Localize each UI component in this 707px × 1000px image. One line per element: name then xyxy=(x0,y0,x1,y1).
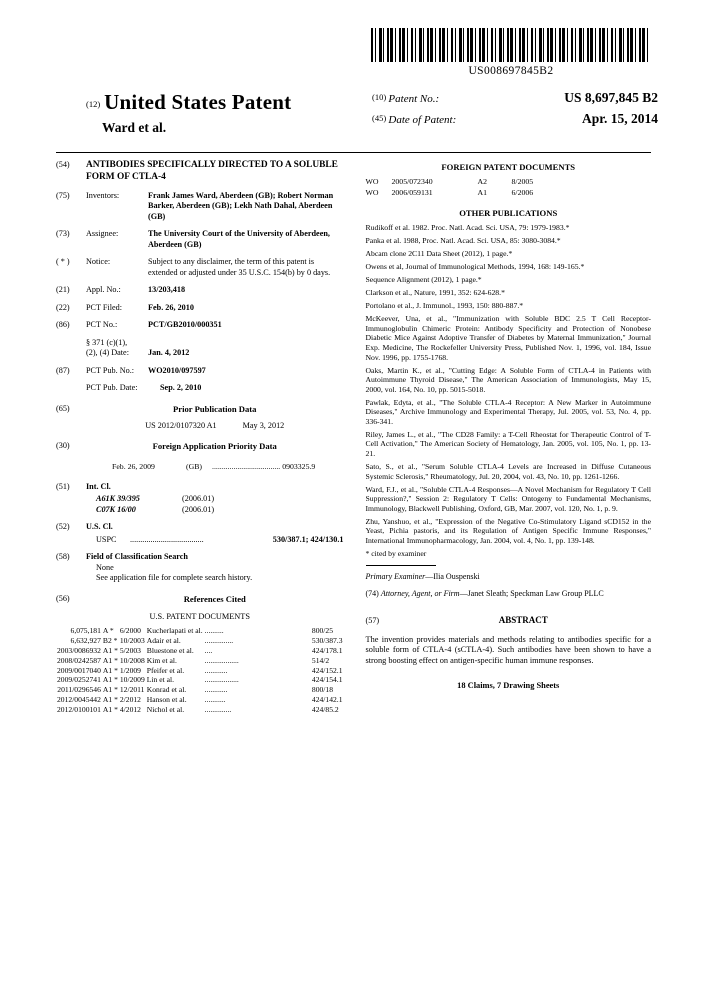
field-references xyxy=(56,594,344,605)
date-label-text: Date of Patent: xyxy=(388,114,457,126)
ref-number: 2009/0017040 xyxy=(57,665,101,675)
uspc-value: 530/387.1; 424/130.1 xyxy=(272,534,344,544)
ref-date: 6/2000 xyxy=(119,626,141,636)
ref-name: Kucherlapati et al. xyxy=(146,626,203,636)
foreign-date: 6/2006 xyxy=(511,187,534,197)
ref-kind: A1 * xyxy=(102,645,118,655)
field-code-22: (22) xyxy=(56,302,70,312)
citation: Zhu, Yanshuo, et al., "Expression of the Negative Co-Stimulatory Ligand sCD152 in the Yeast, Pichia pastoris, and its Regulation of Antigen Specific Immune Responses," International Immunopharmacology, Jan. 2004, vol. 4, No. 1, pp. 139-148. xyxy=(365,516,651,545)
invention-title: ANTIBODIES SPECIFICALLY DIRECTED TO A SOLUBLE FORM OF CTLA-4 xyxy=(86,160,338,182)
pct-pub-label: PCT Pub. No.: xyxy=(86,365,135,375)
ref-dots: .................. xyxy=(204,655,239,665)
fpd-date: Feb. 26, 2009 xyxy=(112,462,155,471)
citation: Clarkson et al., Nature, 1991, 352: 624-628.* xyxy=(365,288,505,298)
int-cl-body xyxy=(86,482,344,516)
primary-examiner xyxy=(366,572,652,582)
code-45: (45) xyxy=(372,113,387,123)
ref-name: Bluestone et al. xyxy=(146,645,194,655)
ref-date: 1/2009 xyxy=(119,665,141,675)
int-cl-code-0: A61K 39/395 xyxy=(96,494,140,504)
table-row xyxy=(56,626,344,636)
ref-class: 514/2 xyxy=(311,655,330,665)
uspc-dots: .................................... xyxy=(130,534,204,544)
prior-pub-body xyxy=(86,404,344,432)
ref-dots: ............... xyxy=(204,635,234,645)
foreign-date: 8/2005 xyxy=(511,177,534,186)
focs-none: None xyxy=(96,562,114,572)
right-column xyxy=(366,160,652,715)
ref-kind: A1 * xyxy=(102,675,118,685)
ref-date: 12/2011 xyxy=(119,685,145,695)
appl-no-label: Appl. No.: xyxy=(86,285,121,294)
attorney-line xyxy=(366,589,652,599)
other-publications-heading: OTHER PUBLICATIONS xyxy=(459,208,558,219)
pct-no-label: PCT No.: xyxy=(86,320,118,329)
pct-filed-label: PCT Filed: xyxy=(86,302,123,312)
focs-note: See application file for complete search history. xyxy=(96,573,253,583)
us-patent-documents-heading: U.S. PATENT DOCUMENTS xyxy=(149,611,250,621)
foreign-doc-row xyxy=(366,177,652,188)
table-row xyxy=(56,666,344,676)
foreign-kind: A1 xyxy=(477,187,488,197)
ref-date: 2/2012 xyxy=(119,695,141,705)
fpd-number xyxy=(212,462,344,473)
abstract-heading: ABSTRACT xyxy=(498,615,548,626)
notice-value: Subject to any disclaimer, the term of this patent is extended or adjusted under 35 U.S.C. 154(b) by 0 days. xyxy=(148,257,331,277)
pct-no-value: PCT/GB2010/000351 xyxy=(148,320,222,329)
barcode-block xyxy=(371,28,651,77)
appl-no-value: 13/203,418 xyxy=(148,285,186,294)
attorney-dash: — xyxy=(459,588,468,598)
ref-name: Lin et al. xyxy=(146,675,174,685)
s371-label: § 371 (c)(1), xyxy=(86,337,128,347)
citation: Abcam clone 2C11 Data Sheet (2012), 1 page.* xyxy=(365,249,513,259)
int-cl-year-0: (2006.01) xyxy=(182,494,215,504)
patent-no-label-text: Patent No.: xyxy=(388,93,440,105)
foreign-priority-row xyxy=(86,462,344,473)
table-row xyxy=(56,636,344,646)
foreign-priority-heading: Foreign Application Priority Data xyxy=(152,441,277,451)
references-heading: References Cited xyxy=(183,593,246,604)
citation: Sato, S., et al., "Serum Soluble CTLA-4 Levels are Increased in Diffuse Cutaneous Systemic Sclerosis," Rheumatology, Jul. 20, 2004, vol. 43, No. 10, pp. 1261-1266. xyxy=(365,462,651,481)
field-code-58: (58) xyxy=(56,552,70,562)
patent-date-value: Apr. 15, 2014 xyxy=(581,111,658,126)
table-row xyxy=(56,685,344,695)
table-row xyxy=(56,675,344,685)
field-code-52: (52) xyxy=(56,522,70,532)
patent-number-value: US 8,697,845 B2 xyxy=(564,90,658,105)
citation: Rudikoff et al. 1982. Proc. Natl. Acad. Sci. USA, 79: 1979-1983.* xyxy=(365,223,570,233)
field-code-54: (54) xyxy=(56,160,70,169)
patent-number-label xyxy=(372,92,464,105)
field-focs xyxy=(56,552,344,584)
field-code-51: (51) xyxy=(56,481,70,491)
cited-by-examiner: * cited by examiner xyxy=(365,549,427,559)
focs-label: Field of Classification Search xyxy=(86,552,188,562)
citation: Pawlak, Edyta, et al., "The Soluble CTLA-4 Receptor: A New Marker in Autoimmune Diseases," Archive Immunology and Experimental Therapy, Jul. 2005, vol. 53, No. 4, pp. 336-341. xyxy=(365,397,651,426)
field-title xyxy=(56,160,344,184)
fpd-spacer xyxy=(86,462,112,473)
ref-kind: A1 * xyxy=(102,685,118,695)
references-body xyxy=(86,594,344,605)
ref-dots: .................. xyxy=(204,675,239,685)
patent-date-row xyxy=(372,111,658,127)
citation: Owens et al, Journal of Immunological Methods, 1994, 168: 149-165.* xyxy=(365,262,585,272)
ref-dots: .......... xyxy=(204,626,224,636)
focs-body xyxy=(86,552,344,584)
field-code-30: (30) xyxy=(56,441,70,450)
field-371-spacer xyxy=(56,338,86,359)
field-appl-no xyxy=(56,285,344,296)
citation: Riley, James L., et al., "The CD28 Family: a T-Cell Rheostat for Therapeutic Control of T-Cell Activation," The American Society of Hematology, Jan. 2005, vol. 105, No. 1, pp. 13-21. xyxy=(365,429,651,458)
uspc-label: USPC xyxy=(96,534,117,544)
masthead-right xyxy=(372,90,658,132)
ref-number: 2011/0296546 xyxy=(57,685,101,695)
s371-date-value: Jan. 4, 2012 xyxy=(148,348,190,357)
ref-kind: A * xyxy=(102,626,114,636)
ref-name: Konrad et al. xyxy=(146,685,187,695)
ref-number: 2008/0242587 xyxy=(57,655,101,665)
examiner-divider xyxy=(366,565,436,566)
ref-class: 424/142.1 xyxy=(311,695,343,705)
field-notice xyxy=(56,257,344,278)
abstract-code: (57) xyxy=(365,616,380,626)
pct-filed-value: Feb. 26, 2010 xyxy=(148,302,194,312)
prior-pub-heading: Prior Publication Data xyxy=(173,403,257,414)
field-code-75: (75) xyxy=(56,190,70,200)
foreign-kind: A2 xyxy=(477,177,488,186)
table-row xyxy=(56,646,344,656)
primary-examiner-label: Primary Examiner xyxy=(365,572,426,582)
citation: Panka et al. 1988, Proc. Natl. Acad. Sci. USA, 85: 3080-3084.* xyxy=(365,236,561,246)
assignee-value: The University Court of the University of Aberdeen, Aberdeen (GB) xyxy=(148,229,330,249)
field-371-body xyxy=(86,338,344,359)
us-patent-documents-table xyxy=(56,626,344,715)
masthead xyxy=(56,90,658,152)
attorney-label: Attorney, Agent, or Firm xyxy=(380,588,460,598)
inventors-value: Frank James Ward, Aberdeen (GB); Robert Norman Barker, Aberdeen (GB); Lekh Nath Dahal, Aberdeen (GB) xyxy=(148,190,334,221)
patent-date-label xyxy=(372,113,464,126)
ref-name: Kim et al. xyxy=(146,655,177,665)
field-foreign-priority xyxy=(56,441,344,473)
ref-number: 2012/0045442 xyxy=(57,695,101,705)
applicant-name: Ward et al. xyxy=(102,120,167,135)
foreign-doc-row xyxy=(366,188,652,199)
us-cl-label: U.S. Cl. xyxy=(86,522,113,532)
ref-date: 10/2009 xyxy=(119,675,145,685)
ref-dots: ............ xyxy=(204,665,228,675)
ref-kind: B2 * xyxy=(102,635,118,645)
foreign-number: 2006/059131 xyxy=(391,187,433,197)
ref-number: 2009/0252741 xyxy=(57,675,101,685)
ref-name: Pfeifer et al. xyxy=(146,665,185,675)
ref-class: 800/18 xyxy=(311,685,334,695)
pct-pub-value: WO2010/097597 xyxy=(148,365,206,375)
ref-name: Nichol et al. xyxy=(146,705,185,714)
ref-dots: ............ xyxy=(204,685,228,695)
field-us-cl xyxy=(56,522,344,545)
field-pct-pub xyxy=(56,366,344,377)
header-divider xyxy=(56,152,651,153)
ref-kind: A1 * xyxy=(102,705,118,714)
field-pub-date-spacer xyxy=(56,383,86,394)
columns xyxy=(56,160,651,715)
ref-date: 10/2008 xyxy=(119,655,145,665)
fpd-dots: ................................... xyxy=(212,462,281,471)
ref-name: Hanson et al. xyxy=(146,695,187,705)
int-cl-code-1: C07K 16/00 xyxy=(96,504,136,514)
ref-class: 530/387.3 xyxy=(311,635,343,645)
foreign-priority-body xyxy=(86,441,344,473)
field-code-56: (56) xyxy=(56,593,70,603)
ref-number: 6,632,927 xyxy=(70,635,101,645)
ref-name: Adair et al. xyxy=(146,635,181,645)
ref-class: 424/154.1 xyxy=(311,675,343,685)
attorney-name: Janet Sleath; Speckman Law Group PLLC xyxy=(467,588,604,598)
citation: Ward, F.J., et al., "Soluble CTLA-4 Responses—A Novel Mechanism for Regulatory T Cell Suppression?," Session 2: Regulatory T Cells: Ontogeny to Fundamental Mechanisms, Immunology, Blackwell Publishing, Oxford, GB, Mar. 2007, vol. 120, No. 1, p. 9. xyxy=(365,484,651,513)
foreign-country: WO xyxy=(365,177,379,186)
claims-drawings-line: 18 Claims, 7 Drawing Sheets xyxy=(457,680,560,690)
ref-date: 10/2003 xyxy=(119,635,145,645)
table-row xyxy=(56,705,344,715)
field-pct-filed xyxy=(56,303,344,314)
prior-pub-number: US 2012/0107320 A1 xyxy=(145,420,217,430)
primary-examiner-name: Ilia Ouspenski xyxy=(433,572,480,582)
field-code-73: (73) xyxy=(56,229,70,238)
field-inventors xyxy=(56,191,344,223)
ref-class: 424/85.2 xyxy=(311,705,339,714)
us-cl-body xyxy=(86,522,344,545)
field-prior-pub xyxy=(56,404,344,432)
ref-class: 424/152.1 xyxy=(311,665,343,675)
notice-label: Notice: xyxy=(86,257,111,266)
pct-pub-date-label: PCT Pub. Date: xyxy=(86,383,138,392)
field-pct-pub-date xyxy=(56,383,344,394)
fpd-country: (GB) xyxy=(186,462,203,471)
abstract-text: The invention provides materials and methods relating to antibodies specific for a soluble form of CTLA-4 (sCTLA-4). Such antibodies have been shown to have a strong boosting effect on antigen-specific human immune responses. xyxy=(365,634,651,666)
ref-number: 2012/0100101 xyxy=(57,705,101,714)
ref-class: 800/25 xyxy=(311,626,334,636)
pct-pub-date-value: Sep. 2, 2010 xyxy=(160,383,202,392)
citation: McKeever, Una, et al., "Immunization with Soluble BDC 2.5 T Cell Receptor-Immunoglobulin Chimeric Protein: Antibody Specificity and Protection of Nonobese Diabetic Mice Against Adoptive Transfer of Diabetes by Maternal Immunization," Journal Exp. Medicine, The Rockefeller University Press, Published Nov. 1, 1996, vol. 184, Issue Nov. 1996, pp. 1755-1768. xyxy=(365,314,651,362)
int-cl-label: Int. Cl. xyxy=(86,481,111,491)
ref-class: 424/178.1 xyxy=(311,645,343,655)
code-10: (10) xyxy=(372,92,387,102)
ref-kind: A1 * xyxy=(102,655,118,665)
inventors-label: Inventors: xyxy=(86,190,120,200)
patent-number-row xyxy=(372,90,658,106)
s371-date-label: (2), (4) Date: xyxy=(86,348,129,357)
barcode-number: US008697845B2 xyxy=(468,65,554,77)
field-code-21: (21) xyxy=(56,285,70,294)
foreign-country: WO xyxy=(365,187,379,197)
ref-dots: .... xyxy=(204,645,213,655)
ref-kind: A1 * xyxy=(102,695,118,705)
assignee-label: Assignee: xyxy=(86,229,119,238)
page-title: United States Patent xyxy=(104,90,292,114)
prior-pub-date: May 3, 2012 xyxy=(242,420,285,430)
left-column xyxy=(56,160,344,715)
field-pct-no xyxy=(56,320,344,331)
ref-dots: .............. xyxy=(204,705,232,714)
ref-number: 6,075,181 xyxy=(70,626,101,636)
citation: Portolano et al., J. Immunol., 1993, 150: 880-887.* xyxy=(365,301,524,311)
masthead-left xyxy=(86,90,386,136)
table-row xyxy=(56,695,344,705)
attorney-code: (74) xyxy=(365,588,379,598)
foreign-patent-documents-heading: FOREIGN PATENT DOCUMENTS xyxy=(441,162,576,172)
field-code-86: (86) xyxy=(56,320,70,329)
citation: Sequence Alignment (2012), 1 page.* xyxy=(365,275,482,285)
field-int-cl xyxy=(56,482,344,516)
field-371 xyxy=(56,338,344,359)
ref-kind: A1 * xyxy=(102,665,118,675)
ref-dots: ........... xyxy=(204,695,226,705)
int-cl-year-1: (2006.01) xyxy=(182,504,215,514)
table-row xyxy=(56,656,344,666)
field-assignee xyxy=(56,229,344,250)
ref-number: 2003/0086932 xyxy=(57,645,101,655)
primary-examiner-dash: — xyxy=(425,572,434,582)
fpd-num: 0903325.9 xyxy=(282,462,316,471)
field-code-notice: ( * ) xyxy=(56,257,70,266)
citation: Oaks, Martin K., et al., "Cutting Edge: A Soluble Form of CTLA-4 in Patients with Autoimmune Thyroid Disease," The American Association of Immunologists, May 15, 2000, vol. 164, No. 10, pp. 5015-5018. xyxy=(365,365,651,394)
abstract-header-row xyxy=(366,615,652,627)
ref-date: 4/2012 xyxy=(119,705,141,714)
code-12: (12) xyxy=(86,99,101,109)
barcode-image xyxy=(371,28,651,62)
field-code-65: (65) xyxy=(56,403,70,413)
field-code-87: (87) xyxy=(56,365,70,375)
ref-date: 5/2003 xyxy=(119,645,141,655)
foreign-number: 2005/072340 xyxy=(391,177,433,186)
